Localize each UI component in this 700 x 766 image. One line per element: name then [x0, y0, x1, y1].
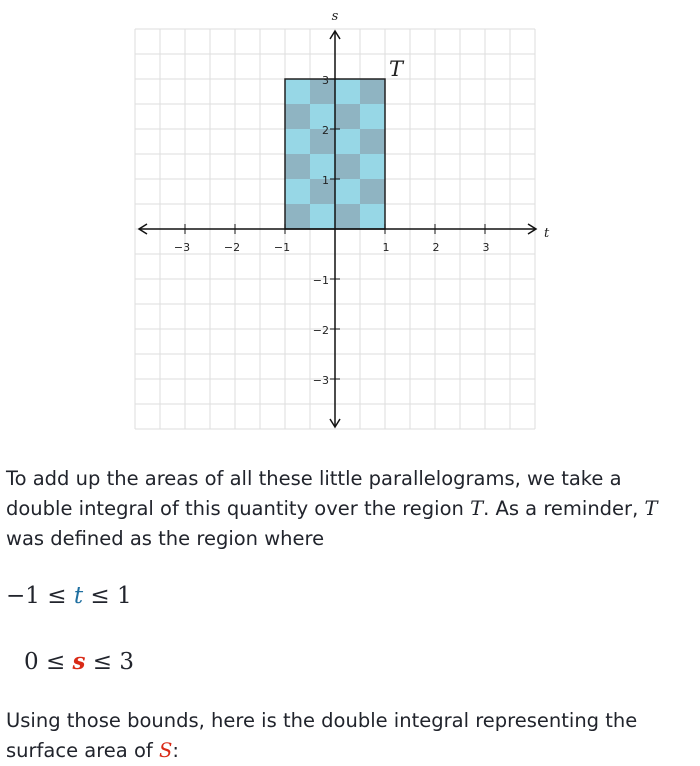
- region-cell: [310, 204, 335, 229]
- x-tick-label: 2: [432, 241, 440, 254]
- region-cell: [335, 129, 360, 154]
- x-tick-label: 1: [382, 241, 390, 254]
- inequality-right: ≤ 3: [85, 649, 135, 675]
- region-cell: [335, 104, 360, 129]
- y-tick-label: 2: [322, 124, 329, 137]
- paragraph-surface-area: [6, 706, 691, 766]
- region-cell: [360, 204, 385, 229]
- t-axis-label: t: [544, 226, 550, 241]
- x-tick-label: 3: [482, 241, 490, 254]
- math-S: S: [158, 739, 173, 762]
- x-tick-label: −3: [173, 241, 191, 254]
- region-cell: [360, 129, 385, 154]
- text-segment: Using those bounds, here is the double integral representing the surface area of: [6, 709, 638, 762]
- inequality-right: ≤ 1: [83, 583, 132, 609]
- var-s: s: [72, 648, 86, 675]
- inequality-left: 0 ≤: [24, 649, 73, 675]
- region-cell: [285, 129, 310, 154]
- math-T: T: [644, 497, 658, 520]
- region-cell: [335, 79, 360, 104]
- x-tick-label: −1: [273, 241, 291, 254]
- s-axis-label: s: [331, 9, 339, 24]
- text-segment: . As a reminder,: [483, 497, 645, 520]
- paragraph-double-integral: [6, 464, 691, 554]
- inequality-left: −1 ≤: [6, 583, 74, 609]
- y-tick-label: −2: [312, 324, 329, 337]
- text-segment: To add up the areas of all these little parallelograms, we take a double integral of this quantity over the region: [6, 467, 622, 520]
- region-cell: [360, 104, 385, 129]
- region-cell: [285, 179, 310, 204]
- y-tick-label: 3: [322, 74, 329, 87]
- text-segment: :: [172, 739, 179, 762]
- y-tick-label: −3: [312, 374, 329, 387]
- region-cell: [285, 79, 310, 104]
- region-cell: [335, 204, 360, 229]
- region-cell: [335, 179, 360, 204]
- region-cell: [285, 204, 310, 229]
- var-t: t: [73, 583, 84, 609]
- region-cell: [285, 104, 310, 129]
- text-segment: was defined as the region where: [6, 527, 325, 550]
- x-tick-label: −2: [223, 241, 241, 254]
- y-tick-label: −1: [312, 274, 329, 287]
- bound-s: [24, 648, 134, 676]
- region-cell: [335, 154, 360, 179]
- region-cell: [360, 79, 385, 104]
- region-cell: [360, 179, 385, 204]
- region-cell: [285, 154, 310, 179]
- math-T: T: [470, 497, 484, 520]
- y-tick-label: 1: [322, 174, 329, 187]
- region-cell: [360, 154, 385, 179]
- region-label: T: [389, 57, 404, 81]
- bound-t: [6, 582, 132, 610]
